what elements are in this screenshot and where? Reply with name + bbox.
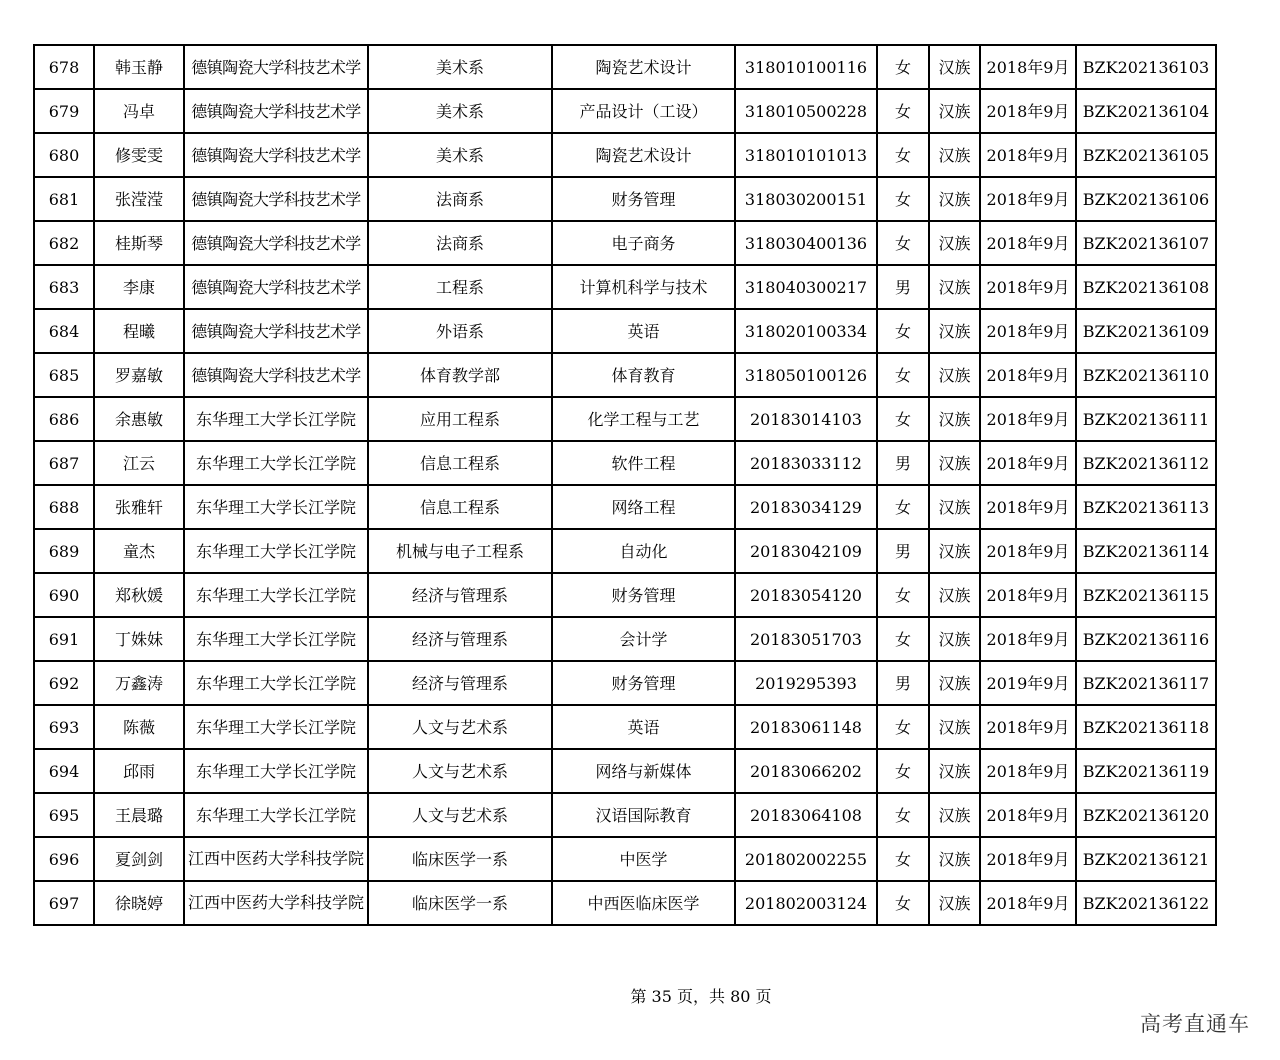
cell-cert-no: BZK202136111: [1076, 397, 1216, 441]
table-row: [34, 441, 1216, 485]
cell-gender: 女: [877, 353, 929, 397]
cell-seq: 690: [34, 573, 94, 617]
cell-enroll-date: 2018年9月: [980, 89, 1076, 133]
cell-ethnicity: 汉族: [929, 353, 980, 397]
cell-student-id: 20183051703: [735, 617, 877, 661]
cell-department: 人文与艺术系: [368, 749, 552, 793]
cell-enroll-date: 2018年9月: [980, 441, 1076, 485]
cell-enroll-date: 2018年9月: [980, 221, 1076, 265]
cell-gender: 女: [877, 221, 929, 265]
cell-seq: 680: [34, 133, 94, 177]
cell-student-id: 2019295393: [735, 661, 877, 705]
cell-name: 冯卓: [94, 89, 184, 133]
cell-major: 陶瓷艺术设计: [552, 45, 735, 89]
cell-cert-no: BZK202136105: [1076, 133, 1216, 177]
table-row: [34, 45, 1216, 89]
cell-name: 张雅轩: [94, 485, 184, 529]
cell-department: 信息工程系: [368, 441, 552, 485]
cell-department: 外语系: [368, 309, 552, 353]
cell-name: 徐晓婷: [94, 881, 184, 925]
cell-department: 美术系: [368, 89, 552, 133]
table-row: [34, 661, 1216, 705]
cell-gender: 女: [877, 177, 929, 221]
table-row: [34, 837, 1216, 881]
cell-ethnicity: 汉族: [929, 221, 980, 265]
cell-cert-no: BZK202136112: [1076, 441, 1216, 485]
cell-enroll-date: 2018年9月: [980, 265, 1076, 309]
cell-name: 万鑫涛: [94, 661, 184, 705]
cell-name: 韩玉静: [94, 45, 184, 89]
cell-enroll-date: 2018年9月: [980, 45, 1076, 89]
cell-cert-no: BZK202136119: [1076, 749, 1216, 793]
watermark-text: 高考直通车: [1140, 1012, 1250, 1036]
cell-enroll-date: 2019年9月: [980, 661, 1076, 705]
cell-student-id: 318030200151: [735, 177, 877, 221]
cell-name: 李康: [94, 265, 184, 309]
table-row: [34, 573, 1216, 617]
cell-enroll-date: 2018年9月: [980, 397, 1076, 441]
cell-cert-no: BZK202136114: [1076, 529, 1216, 573]
cell-gender: 女: [877, 705, 929, 749]
cell-gender: 女: [877, 837, 929, 881]
cell-seq: 682: [34, 221, 94, 265]
cell-student-id: 318010100116: [735, 45, 877, 89]
table-row: [34, 177, 1216, 221]
cell-cert-no: BZK202136118: [1076, 705, 1216, 749]
cell-ethnicity: 汉族: [929, 133, 980, 177]
cell-name: 郑秋媛: [94, 573, 184, 617]
cell-school: 德镇陶瓷大学科技艺术学: [184, 133, 368, 177]
cell-department: 法商系: [368, 177, 552, 221]
cell-student-id: 318030400136: [735, 221, 877, 265]
cell-school: 东华理工大学长江学院: [184, 661, 368, 705]
cell-ethnicity: 汉族: [929, 881, 980, 925]
cell-ethnicity: 汉族: [929, 309, 980, 353]
table-row: [34, 485, 1216, 529]
cell-seq: 685: [34, 353, 94, 397]
cell-seq: 681: [34, 177, 94, 221]
cell-enroll-date: 2018年9月: [980, 705, 1076, 749]
cell-seq: 691: [34, 617, 94, 661]
cell-major: 产品设计（工设）: [552, 89, 735, 133]
cell-school: 德镇陶瓷大学科技艺术学: [184, 89, 368, 133]
cell-name: 夏剑剑: [94, 837, 184, 881]
cell-school: 东华理工大学长江学院: [184, 793, 368, 837]
cell-student-id: 20183054120: [735, 573, 877, 617]
table-row: [34, 265, 1216, 309]
cell-school: 德镇陶瓷大学科技艺术学: [184, 177, 368, 221]
cell-seq: 687: [34, 441, 94, 485]
cell-student-id: 318010101013: [735, 133, 877, 177]
cell-school: 德镇陶瓷大学科技艺术学: [184, 309, 368, 353]
cell-major: 网络与新媒体: [552, 749, 735, 793]
cell-major: 化学工程与工艺: [552, 397, 735, 441]
cell-student-id: 20183042109: [735, 529, 877, 573]
cell-enroll-date: 2018年9月: [980, 485, 1076, 529]
cell-school: 东华理工大学长江学院: [184, 573, 368, 617]
cell-department: 人文与艺术系: [368, 705, 552, 749]
cell-cert-no: BZK202136106: [1076, 177, 1216, 221]
cell-enroll-date: 2018年9月: [980, 133, 1076, 177]
cell-gender: 男: [877, 441, 929, 485]
table-row: [34, 793, 1216, 837]
cell-gender: 女: [877, 133, 929, 177]
cell-student-id: 20183064108: [735, 793, 877, 837]
cell-student-id: 318040300217: [735, 265, 877, 309]
cell-school: 东华理工大学长江学院: [184, 749, 368, 793]
cell-student-id: 20183014103: [735, 397, 877, 441]
cell-school: 德镇陶瓷大学科技艺术学: [184, 265, 368, 309]
table-row: [34, 397, 1216, 441]
table-row: [34, 221, 1216, 265]
cell-gender: 女: [877, 397, 929, 441]
cell-seq: 686: [34, 397, 94, 441]
cell-gender: 女: [877, 309, 929, 353]
cell-name: 江云: [94, 441, 184, 485]
cell-gender: 女: [877, 573, 929, 617]
cell-major: 陶瓷艺术设计: [552, 133, 735, 177]
cell-name: 罗嘉敏: [94, 353, 184, 397]
table-row: [34, 309, 1216, 353]
cell-gender: 女: [877, 749, 929, 793]
cell-cert-no: BZK202136121: [1076, 837, 1216, 881]
table-row: [34, 529, 1216, 573]
cell-ethnicity: 汉族: [929, 573, 980, 617]
cell-ethnicity: 汉族: [929, 793, 980, 837]
cell-ethnicity: 汉族: [929, 837, 980, 881]
cell-major: 英语: [552, 309, 735, 353]
cell-cert-no: BZK202136120: [1076, 793, 1216, 837]
cell-ethnicity: 汉族: [929, 485, 980, 529]
cell-student-id: 318020100334: [735, 309, 877, 353]
table-row: [34, 749, 1216, 793]
cell-major: 软件工程: [552, 441, 735, 485]
roster-table: [33, 44, 1217, 926]
cell-seq: 695: [34, 793, 94, 837]
cell-school: 东华理工大学长江学院: [184, 441, 368, 485]
cell-cert-no: BZK202136108: [1076, 265, 1216, 309]
cell-major: 会计学: [552, 617, 735, 661]
cell-name: 丁姝妹: [94, 617, 184, 661]
cell-department: 人文与艺术系: [368, 793, 552, 837]
table-row: [34, 617, 1216, 661]
cell-gender: 女: [877, 89, 929, 133]
cell-department: 临床医学一系: [368, 837, 552, 881]
cell-school: 东华理工大学长江学院: [184, 397, 368, 441]
cell-name: 修雯雯: [94, 133, 184, 177]
cell-enroll-date: 2018年9月: [980, 353, 1076, 397]
cell-seq: 696: [34, 837, 94, 881]
cell-name: 桂斯琴: [94, 221, 184, 265]
cell-name: 余惠敏: [94, 397, 184, 441]
cell-student-id: 20183034129: [735, 485, 877, 529]
cell-department: 法商系: [368, 221, 552, 265]
cell-school: 德镇陶瓷大学科技艺术学: [184, 221, 368, 265]
table-row: [34, 881, 1216, 925]
cell-name: 童杰: [94, 529, 184, 573]
cell-seq: 684: [34, 309, 94, 353]
cell-enroll-date: 2018年9月: [980, 573, 1076, 617]
cell-department: 美术系: [368, 45, 552, 89]
cell-major: 财务管理: [552, 573, 735, 617]
cell-major: 中西医临床医学: [552, 881, 735, 925]
cell-major: 英语: [552, 705, 735, 749]
cell-major: 电子商务: [552, 221, 735, 265]
cell-school: 东华理工大学长江学院: [184, 529, 368, 573]
cell-seq: 688: [34, 485, 94, 529]
cell-department: 应用工程系: [368, 397, 552, 441]
cell-enroll-date: 2018年9月: [980, 177, 1076, 221]
cell-enroll-date: 2018年9月: [980, 617, 1076, 661]
cell-school: 东华理工大学长江学院: [184, 485, 368, 529]
cell-ethnicity: 汉族: [929, 529, 980, 573]
cell-major: 汉语国际教育: [552, 793, 735, 837]
cell-student-id: 20183033112: [735, 441, 877, 485]
cell-name: 陈薇: [94, 705, 184, 749]
cell-ethnicity: 汉族: [929, 397, 980, 441]
table-row: [34, 353, 1216, 397]
cell-seq: 683: [34, 265, 94, 309]
cell-name: 张滢滢: [94, 177, 184, 221]
cell-ethnicity: 汉族: [929, 177, 980, 221]
cell-department: 工程系: [368, 265, 552, 309]
cell-ethnicity: 汉族: [929, 705, 980, 749]
cell-ethnicity: 汉族: [929, 661, 980, 705]
cell-gender: 男: [877, 265, 929, 309]
cell-major: 网络工程: [552, 485, 735, 529]
cell-seq: 678: [34, 45, 94, 89]
cell-major: 财务管理: [552, 661, 735, 705]
cell-school: 江西中医药大学科技学院: [184, 837, 368, 881]
cell-cert-no: BZK202136116: [1076, 617, 1216, 661]
cell-department: 信息工程系: [368, 485, 552, 529]
cell-seq: 693: [34, 705, 94, 749]
cell-enroll-date: 2018年9月: [980, 309, 1076, 353]
cell-seq: 692: [34, 661, 94, 705]
cell-school: 德镇陶瓷大学科技艺术学: [184, 353, 368, 397]
cell-department: 经济与管理系: [368, 661, 552, 705]
page-number: 第 35 页，共 80 页: [630, 987, 772, 1006]
cell-ethnicity: 汉族: [929, 749, 980, 793]
cell-gender: 女: [877, 617, 929, 661]
cell-enroll-date: 2018年9月: [980, 749, 1076, 793]
cell-ethnicity: 汉族: [929, 89, 980, 133]
cell-enroll-date: 2018年9月: [980, 793, 1076, 837]
cell-student-id: 20183061148: [735, 705, 877, 749]
table-row: [34, 89, 1216, 133]
cell-name: 程曦: [94, 309, 184, 353]
cell-ethnicity: 汉族: [929, 45, 980, 89]
cell-school: 东华理工大学长江学院: [184, 617, 368, 661]
cell-enroll-date: 2018年9月: [980, 837, 1076, 881]
cell-seq: 689: [34, 529, 94, 573]
cell-cert-no: BZK202136103: [1076, 45, 1216, 89]
cell-name: 王晨璐: [94, 793, 184, 837]
cell-major: 计算机科学与技术: [552, 265, 735, 309]
cell-school: 东华理工大学长江学院: [184, 705, 368, 749]
cell-gender: 女: [877, 881, 929, 925]
cell-seq: 679: [34, 89, 94, 133]
cell-department: 体育教学部: [368, 353, 552, 397]
cell-student-id: 20183066202: [735, 749, 877, 793]
roster-body: [34, 45, 1216, 925]
cell-major: 自动化: [552, 529, 735, 573]
cell-student-id: 318010500228: [735, 89, 877, 133]
cell-cert-no: BZK202136107: [1076, 221, 1216, 265]
cell-cert-no: BZK202136113: [1076, 485, 1216, 529]
cell-enroll-date: 2018年9月: [980, 881, 1076, 925]
cell-cert-no: BZK202136122: [1076, 881, 1216, 925]
cell-enroll-date: 2018年9月: [980, 529, 1076, 573]
cell-gender: 女: [877, 793, 929, 837]
table-row: [34, 133, 1216, 177]
cell-cert-no: BZK202136117: [1076, 661, 1216, 705]
cell-seq: 694: [34, 749, 94, 793]
cell-student-id: 201802002255: [735, 837, 877, 881]
table-row: [34, 705, 1216, 749]
cell-cert-no: BZK202136104: [1076, 89, 1216, 133]
cell-ethnicity: 汉族: [929, 265, 980, 309]
cell-department: 经济与管理系: [368, 617, 552, 661]
cell-gender: 女: [877, 485, 929, 529]
cell-gender: 男: [877, 661, 929, 705]
cell-student-id: 318050100126: [735, 353, 877, 397]
cell-student-id: 201802003124: [735, 881, 877, 925]
cell-department: 临床医学一系: [368, 881, 552, 925]
cell-department: 机械与电子工程系: [368, 529, 552, 573]
cell-department: 美术系: [368, 133, 552, 177]
cell-major: 中医学: [552, 837, 735, 881]
cell-school: 江西中医药大学科技学院: [184, 881, 368, 925]
cell-name: 邱雨: [94, 749, 184, 793]
cell-major: 财务管理: [552, 177, 735, 221]
page-footer: [0, 984, 1280, 1007]
cell-ethnicity: 汉族: [929, 441, 980, 485]
cell-gender: 女: [877, 45, 929, 89]
cell-major: 体育教育: [552, 353, 735, 397]
cell-school: 德镇陶瓷大学科技艺术学: [184, 45, 368, 89]
cell-department: 经济与管理系: [368, 573, 552, 617]
cell-cert-no: BZK202136110: [1076, 353, 1216, 397]
cell-ethnicity: 汉族: [929, 617, 980, 661]
cell-seq: 697: [34, 881, 94, 925]
cell-gender: 男: [877, 529, 929, 573]
cell-cert-no: BZK202136115: [1076, 573, 1216, 617]
cell-cert-no: BZK202136109: [1076, 309, 1216, 353]
